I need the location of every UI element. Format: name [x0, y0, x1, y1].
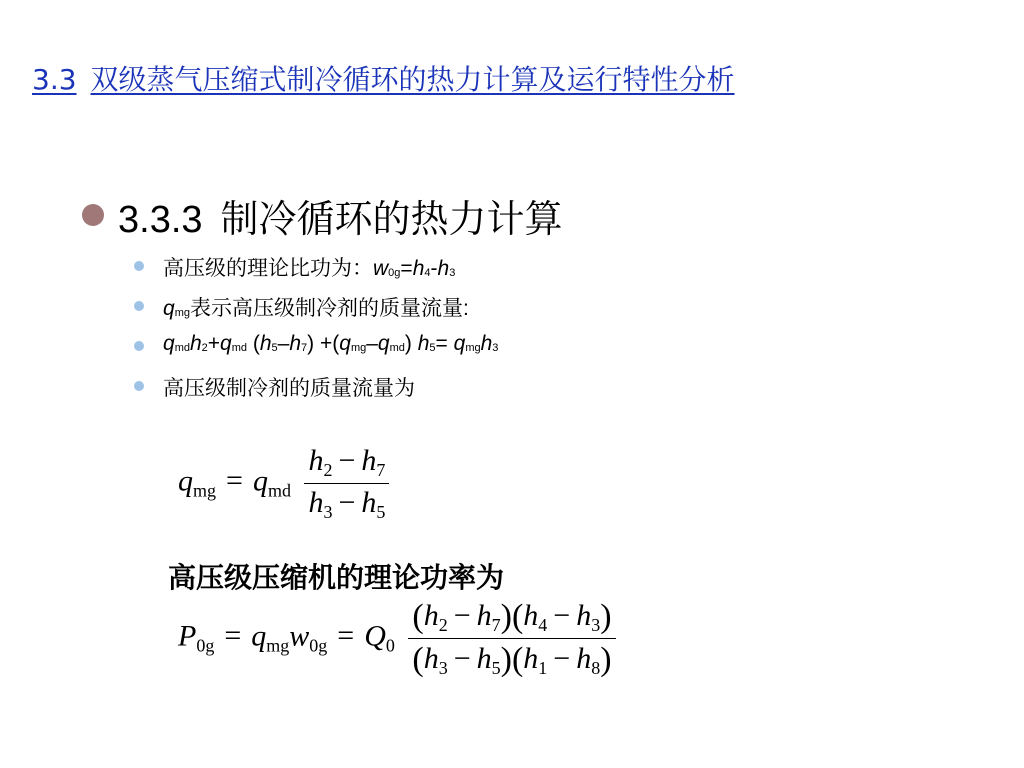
section-heading-text: 制冷循环的热力计算 [220, 197, 563, 241]
bullet-work-text: 高压级的理论比功为： [163, 257, 373, 280]
main-bullet-icon [82, 204, 104, 226]
sub-bullet-icon [134, 381, 144, 391]
bullet-mass-flow-result [163, 372, 415, 402]
bullet-mass-flow-text: 表示高压级制冷剂的质量流量: [189, 297, 469, 320]
power-equation: $P_{0g} = q_{mg}w_{0g} = Q_0$ $\frac{(h_2 - h_7)(h_4 - h_3)}{(h_3 - h_5)(h_1 - h_8)}$ [178, 598, 616, 679]
sub-bullet-icon [134, 341, 144, 351]
sub-bullet-icon [134, 301, 144, 311]
title-text: 双级蒸气压缩式制冷循环的热力计算及运行特性分析 [90, 63, 735, 96]
bullet-mass-flow-result-text: 高压级制冷剂的质量流量为 [163, 377, 415, 400]
sub-bullet-icon [134, 261, 144, 271]
bullet-work-formula: 高压级的理论比功为：w0g=h4-h3 [163, 257, 456, 280]
section-number: 3.3.3 [118, 199, 203, 241]
slide-title[interactable] [32, 58, 735, 98]
title-number: 3.3 [32, 63, 77, 96]
section-heading [118, 188, 563, 243]
power-caption: 高压级压缩机的理论功率为 [168, 561, 505, 594]
mass-flow-equation: $q_{mg} = q_{md}$ $\frac{h_2 - h_7}{h_3 - h_5}$ [178, 444, 389, 523]
bullet-energy-balance: qmdh2+qmd (h5–h7) +(qmg–qmd) h5= qmgh3 [163, 332, 499, 355]
bullet-mass-flow-def: qmg表示高压级制冷剂的质量流量: [163, 297, 469, 320]
